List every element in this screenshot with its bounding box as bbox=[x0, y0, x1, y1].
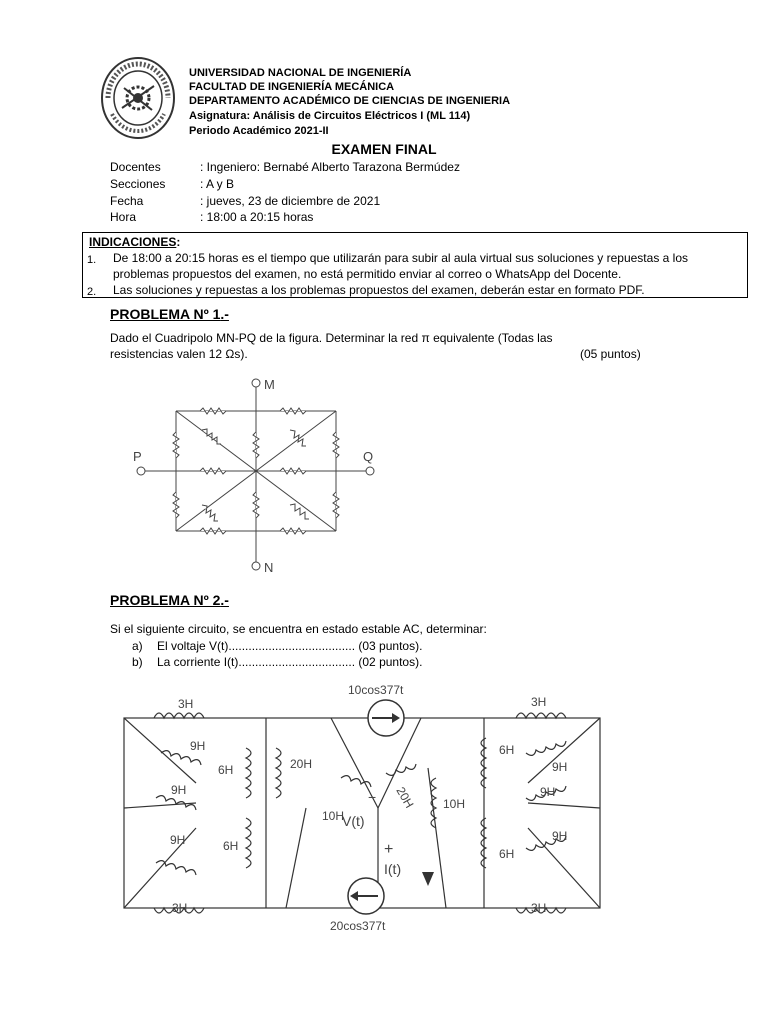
problem-2-item-b-text: La corriente I(t)................................... (02 puntos). bbox=[157, 655, 423, 669]
meta-key-hora: Hora bbox=[110, 210, 137, 224]
label-9h-right-3: 9H bbox=[552, 829, 568, 843]
problem-2-title-suffix: .- bbox=[220, 592, 229, 608]
university-seal bbox=[100, 56, 176, 140]
header-faculty: FACULTAD DE INGENIERÍA MECÁNICA bbox=[189, 81, 395, 93]
label-6h-left-2: 6H bbox=[223, 839, 239, 853]
problem-1-text-line-2: resistencias valen 12 Ωs). bbox=[110, 347, 248, 361]
problem-2-item-a-text: El voltaje V(t)...................................... (03 puntos). bbox=[157, 639, 423, 653]
terminal-n bbox=[252, 562, 260, 570]
indicacion-1-line-2: problemas propuestos del examen, no está permitido enviar al correo o WhatsApp del Docente. bbox=[113, 267, 622, 281]
source-bottom bbox=[348, 878, 384, 914]
meta-key-secciones: Secciones bbox=[110, 177, 166, 191]
problem-2-title-text: PROBLEMA Nº 2 bbox=[110, 592, 221, 608]
label-6h-right-1: 6H bbox=[499, 743, 515, 757]
label-source-bottom: 20cos377t bbox=[330, 919, 386, 933]
meta-value-secciones: : A y B bbox=[200, 177, 235, 191]
terminal-q bbox=[366, 467, 374, 475]
indicaciones-colon: : bbox=[176, 235, 181, 249]
indicacion-1-line-1: De 18:00 a 20:15 horas es el tiempo que utilizarán para subir al aula virtual sus soluciones y repuestas a los bbox=[113, 251, 688, 265]
header-period: Periodo Académico 2021-II bbox=[189, 125, 329, 137]
label-q: Q bbox=[363, 449, 374, 464]
label-20h-center: 20H bbox=[393, 784, 417, 811]
terminal-m bbox=[252, 379, 260, 387]
indicaciones-title: INDICACIONES bbox=[89, 235, 177, 249]
quadripole-figure bbox=[130, 370, 390, 580]
exam-title: EXAMEN FINAL bbox=[331, 141, 437, 157]
label-9h-left-3: 9H bbox=[170, 833, 186, 847]
meta-key-fecha: Fecha bbox=[110, 194, 144, 208]
meta-key-docentes: Docentes bbox=[110, 160, 161, 174]
label-9h-right-1: 9H bbox=[552, 760, 568, 774]
label-9h-left-1: 9H bbox=[190, 739, 206, 753]
label-10h-center: 10H bbox=[322, 809, 345, 823]
problem-2-item-b-letter: b) bbox=[132, 655, 143, 669]
label-6h-left-1: 6H bbox=[218, 763, 234, 777]
label-9h-left-2: 9H bbox=[171, 783, 187, 797]
label-9h-right-2: 9H bbox=[540, 785, 556, 799]
indicacion-1-number: 1. bbox=[87, 254, 97, 266]
indicacion-2-number: 2. bbox=[87, 286, 97, 298]
label-3h-bottom-right: 3H bbox=[531, 901, 547, 915]
problem-1-title-text: PROBLEMA Nº 1 bbox=[110, 306, 221, 322]
circuit-figure bbox=[116, 678, 608, 934]
terminal-p bbox=[137, 467, 145, 475]
problem-1-title-suffix: .- bbox=[220, 306, 229, 322]
problem-2-title bbox=[110, 592, 229, 608]
label-m: M bbox=[264, 377, 275, 392]
indicaciones-box bbox=[82, 232, 748, 298]
label-minus: − bbox=[368, 789, 377, 805]
label-plus: + bbox=[384, 841, 394, 858]
problem-1-text-line-1: Dado el Cuadripolo MN-PQ de la figura. Determinar la red π equivalente (Todas las bbox=[110, 331, 553, 345]
label-source-top: 10cos377t bbox=[348, 683, 404, 697]
current-arrow bbox=[422, 872, 434, 886]
meta-value-fecha: : jueves, 23 de diciembre de 2021 bbox=[200, 194, 381, 208]
label-3h-top-right: 3H bbox=[531, 695, 547, 709]
label-3h-top-left: 3H bbox=[178, 697, 194, 711]
label-6h-right-2: 6H bbox=[499, 847, 515, 861]
problem-2-item-a-letter: a) bbox=[132, 639, 143, 653]
label-10h-right: 10H bbox=[443, 797, 466, 811]
problem-1-title bbox=[110, 306, 229, 322]
header-department: DEPARTAMENTO ACADÉMICO DE CIENCIAS DE INGENIERIA bbox=[189, 95, 511, 107]
meta-value-docentes: : Ingeniero: Bernabé Alberto Tarazona Bermúdez bbox=[200, 160, 460, 174]
meta-value-hora: : 18:00 a 20:15 horas bbox=[200, 210, 314, 224]
source-top bbox=[368, 700, 404, 736]
problem-2-intro: Si el siguiente circuito, se encuentra en estado estable AC, determinar: bbox=[110, 622, 487, 636]
label-n: N bbox=[264, 560, 274, 575]
header-university: UNIVERSIDAD NACIONAL DE INGENIERÍA bbox=[189, 67, 412, 79]
indicacion-2-line-1: Las soluciones y repuestas a los problemas propuestos del examen, deberán estar en formato PDF. bbox=[113, 283, 645, 297]
label-p: P bbox=[133, 449, 142, 464]
label-20h-left: 20H bbox=[290, 757, 313, 771]
problem-1-points: (05 puntos) bbox=[580, 347, 641, 361]
label-3h-bottom-left: 3H bbox=[172, 901, 188, 915]
header-course: Asignatura: Análisis de Circuitos Eléctricos I (ML 114) bbox=[189, 110, 471, 122]
label-vt: V(t) bbox=[342, 813, 365, 829]
label-it: I(t) bbox=[384, 861, 402, 877]
